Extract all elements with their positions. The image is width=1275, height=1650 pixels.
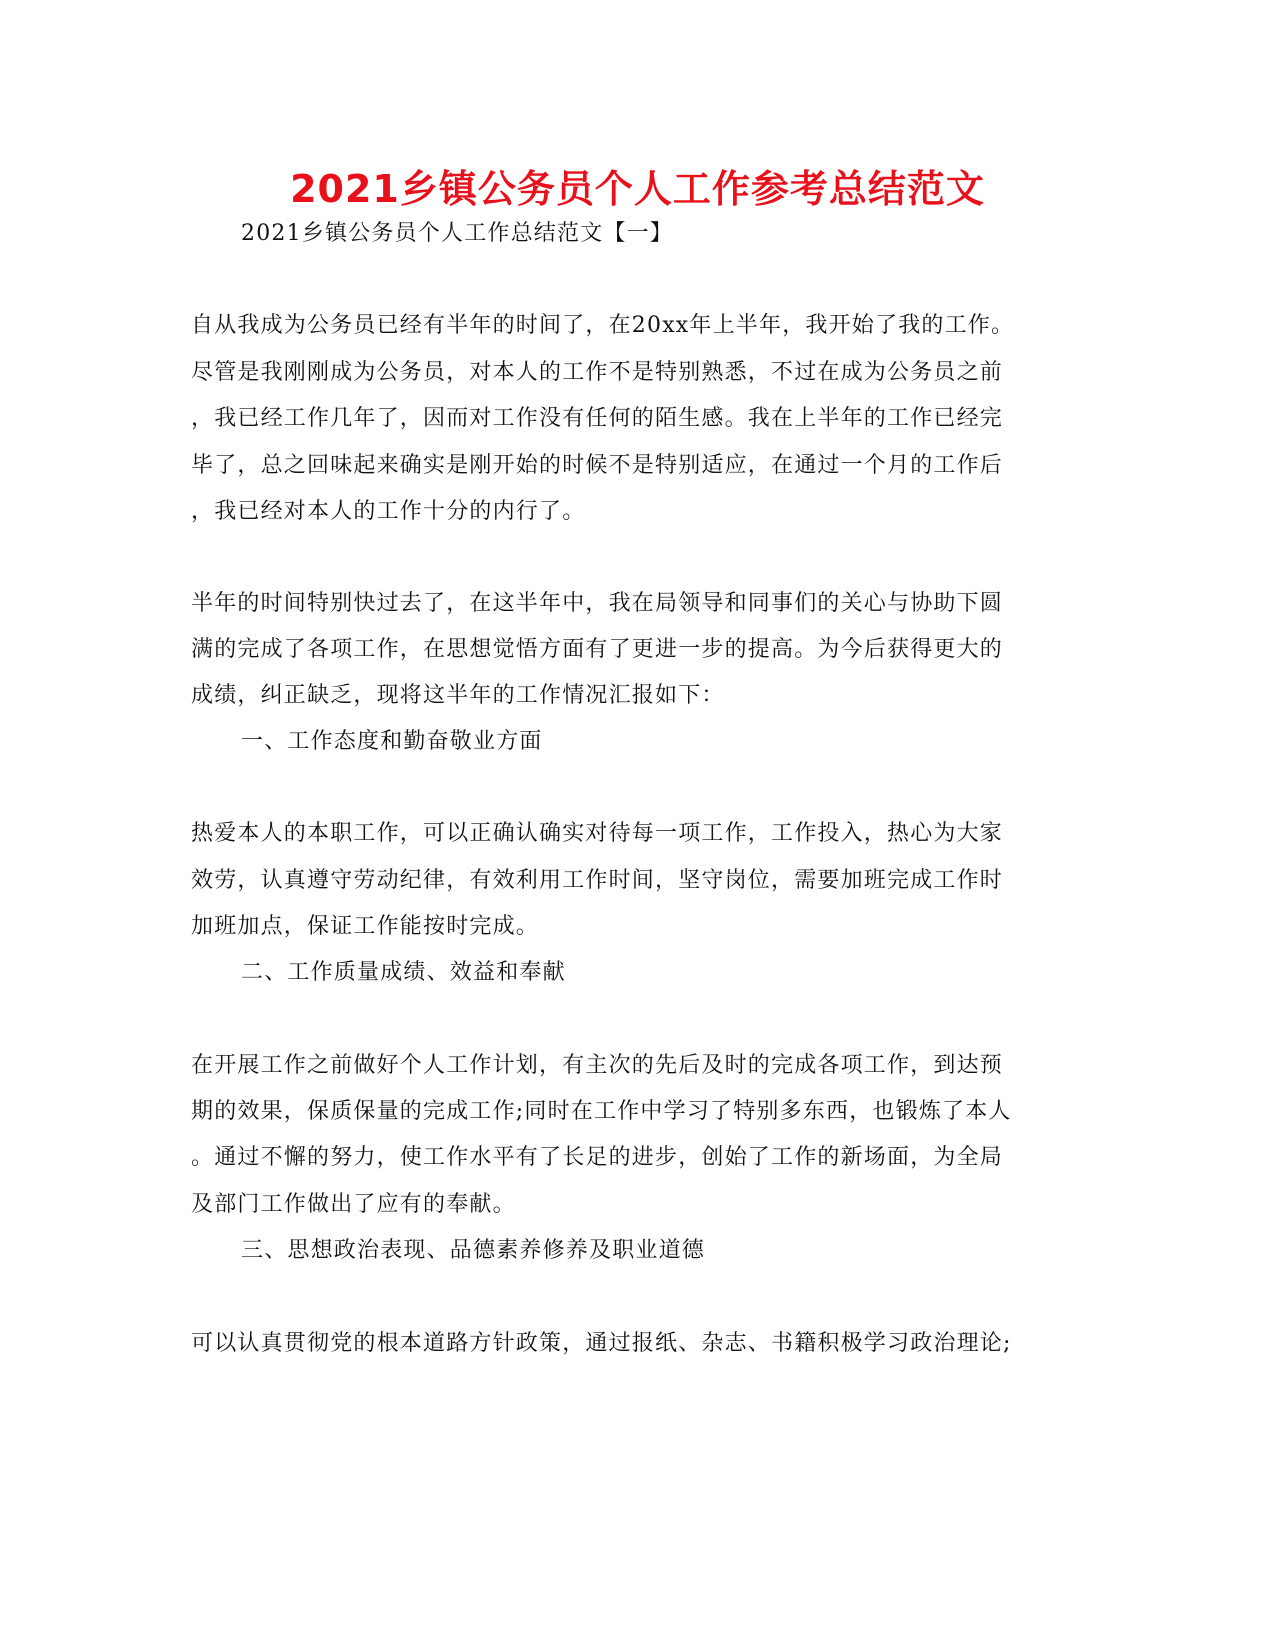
document-subtitle: 2021乡镇公务员个人工作总结范文【一】 <box>241 221 673 246</box>
paragraph-1-line-2: 尽管是我刚刚成为公务员，对本人的工作不是特别熟悉，不过在成为公务员之前 <box>191 360 1004 385</box>
paragraph-1-line-3: ，我已经工作几年了，因而对工作没有任何的陌生感。我在上半年的工作已经完 <box>191 406 1004 431</box>
section-heading-1: 一、工作态度和勤奋敬业方面 <box>241 729 543 754</box>
section-heading-2: 二、工作质量成绩、效益和奉献 <box>241 960 566 985</box>
paragraph-1-line-5: ，我已经对本人的工作十分的内行了。 <box>191 499 586 524</box>
paragraph-3-line-3: 加班加点，保证工作能按时完成。 <box>191 914 540 939</box>
paragraph-3-line-2: 效劳，认真遵守劳动纪律，有效利用工作时间，坚守岗位，需要加班完成工作时 <box>191 868 1004 893</box>
paragraph-2-line-3: 成绩，纠正缺乏，现将这半年的工作情况汇报如下： <box>191 683 725 708</box>
paragraph-4-line-2: 期的效果，保质保量的完成工作;同时在工作中学习了特别多东西，也锻炼了本人 <box>191 1099 1012 1124</box>
paragraph-4-line-1: 在开展工作之前做好个人工作计划，有主次的先后及时的完成各项工作，到达预 <box>191 1053 1004 1078</box>
document-title: 2021乡镇公务员个人工作参考总结范文 <box>290 167 985 211</box>
paragraph-3-line-1: 热爱本人的本职工作，可以正确认确实对待每一项工作，工作投入，热心为大家 <box>191 821 1004 846</box>
paragraph-1-line-4: 毕了，总之回味起来确实是刚开始的时候不是特别适应，在通过一个月的工作后 <box>191 453 1004 478</box>
paragraph-5-line-1: 可以认真贯彻党的根本道路方针政策，通过报纸、杂志、书籍积极学习政治理论; <box>191 1331 1012 1356</box>
section-heading-3: 三、思想政治表现、品德素养修养及职业道德 <box>241 1238 706 1263</box>
paragraph-4-line-3: 。通过不懈的努力，使工作水平有了长足的进步，创始了工作的新场面，为全局 <box>191 1145 1004 1170</box>
paragraph-4-line-4: 及部门工作做出了应有的奉献。 <box>191 1192 516 1217</box>
paragraph-1-line-1: 自从我成为公务员已经有半年的时间了，在20xx年上半年，我开始了我的工作。 <box>191 313 1015 338</box>
paragraph-2-line-2: 满的完成了各项工作，在思想觉悟方面有了更进一步的提高。为今后获得更大的 <box>191 637 1004 662</box>
paragraph-2-line-1: 半年的时间特别快过去了，在这半年中，我在局领导和同事们的关心与协助下圆 <box>191 591 1004 616</box>
